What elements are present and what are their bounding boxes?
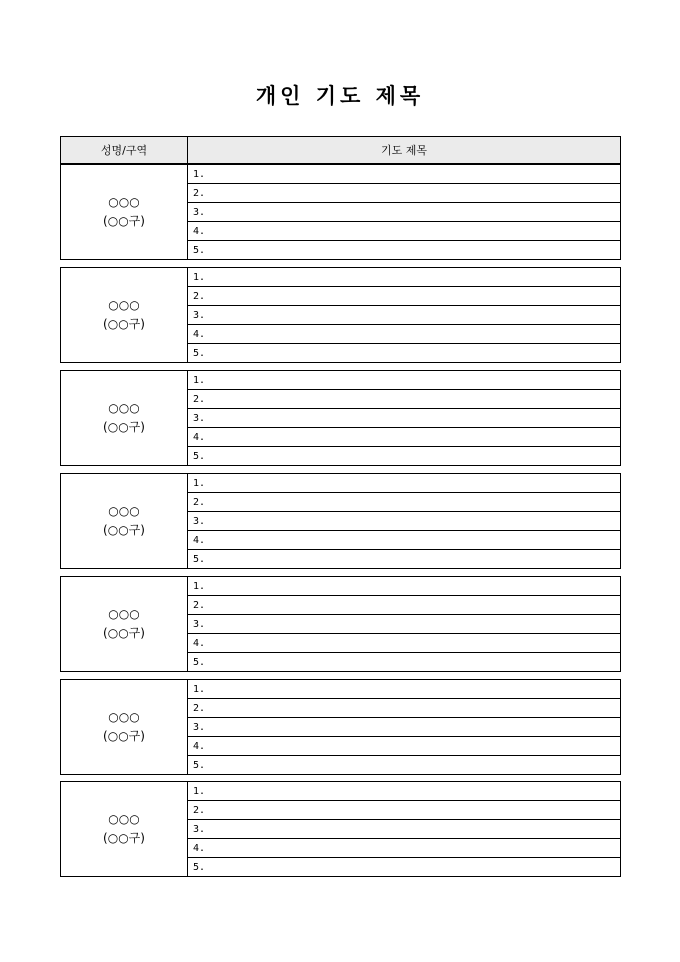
name-cell — [61, 474, 188, 568]
prayer-entry — [60, 370, 621, 466]
member-district: (○○구) — [103, 626, 145, 640]
prayer-line[interactable]: 4. — [188, 428, 620, 447]
member-name: ○○○ — [108, 607, 140, 621]
page-title: 개인 기도 제목 — [255, 83, 425, 108]
member-name: ○○○ — [108, 710, 140, 724]
prayer-line[interactable]: 5. — [193, 656, 206, 668]
prayer-list — [188, 577, 620, 671]
prayer-line[interactable]: 2. — [188, 699, 620, 718]
member-district: (○○구) — [103, 317, 145, 331]
member-district: (○○구) — [103, 420, 145, 434]
prayer-line[interactable]: 3. — [188, 306, 620, 325]
prayer-entry — [60, 267, 621, 363]
name-cell — [61, 268, 188, 362]
prayer-entry — [60, 576, 621, 672]
prayer-line[interactable]: 4. — [188, 634, 620, 653]
prayer-list — [188, 680, 620, 774]
name-cell — [61, 577, 188, 671]
prayer-entry — [60, 679, 621, 775]
prayer-line[interactable]: 1. — [188, 782, 620, 801]
name-cell — [61, 680, 188, 774]
prayer-line[interactable]: 2. — [188, 184, 620, 203]
prayer-line[interactable]: 1. — [188, 680, 620, 699]
prayer-column-header: 기도 제목 — [380, 144, 427, 157]
prayer-line[interactable]: 3. — [188, 615, 620, 634]
prayer-line[interactable]: 2. — [188, 493, 620, 512]
prayer-line[interactable]: 5. — [193, 347, 206, 359]
prayer-line[interactable]: 1. — [188, 268, 620, 287]
member-name: ○○○ — [108, 401, 140, 415]
prayer-list — [188, 371, 620, 465]
member-district: (○○구) — [103, 831, 145, 845]
prayer-line[interactable]: 3. — [188, 718, 620, 737]
prayer-line[interactable]: 4. — [188, 222, 620, 241]
prayer-line[interactable]: 5. — [193, 244, 206, 256]
prayer-list — [188, 268, 620, 362]
member-name: ○○○ — [108, 812, 140, 826]
prayer-line[interactable]: 3. — [188, 409, 620, 428]
member-district: (○○구) — [103, 214, 145, 228]
prayer-line[interactable]: 1. — [188, 371, 620, 390]
member-name: ○○○ — [108, 298, 140, 312]
member-name: ○○○ — [108, 504, 140, 518]
prayer-line[interactable]: 2. — [188, 390, 620, 409]
prayer-list — [188, 165, 620, 259]
name-cell — [61, 371, 188, 465]
member-district: (○○구) — [103, 523, 145, 537]
prayer-line[interactable]: 5. — [193, 759, 206, 771]
prayer-line[interactable]: 5. — [193, 861, 206, 873]
prayer-entry — [60, 473, 621, 569]
prayer-line[interactable]: 5. — [193, 553, 206, 565]
prayer-line[interactable]: 3. — [188, 512, 620, 531]
prayer-line[interactable]: 4. — [188, 531, 620, 550]
prayer-line[interactable]: 3. — [188, 203, 620, 222]
prayer-line[interactable]: 4. — [188, 839, 620, 858]
prayer-line[interactable]: 2. — [188, 801, 620, 820]
table-header — [60, 136, 621, 164]
prayer-line[interactable]: 2. — [188, 287, 620, 306]
member-district: (○○구) — [103, 729, 145, 743]
prayer-list — [188, 474, 620, 568]
prayer-entry — [60, 164, 621, 260]
prayer-line[interactable]: 4. — [188, 325, 620, 344]
name-cell — [61, 782, 188, 876]
prayer-line[interactable]: 5. — [193, 450, 206, 462]
name-cell — [61, 165, 188, 259]
member-name: ○○○ — [108, 195, 140, 209]
prayer-line[interactable]: 3. — [188, 820, 620, 839]
prayer-line[interactable]: 2. — [188, 596, 620, 615]
prayer-line[interactable]: 4. — [188, 737, 620, 756]
prayer-line[interactable]: 1. — [188, 165, 620, 184]
prayer-line[interactable]: 1. — [188, 474, 620, 493]
prayer-entry — [60, 781, 621, 877]
name-column-header: 성명/구역 — [61, 137, 188, 163]
prayer-line[interactable]: 1. — [188, 577, 620, 596]
prayer-list — [188, 782, 620, 876]
